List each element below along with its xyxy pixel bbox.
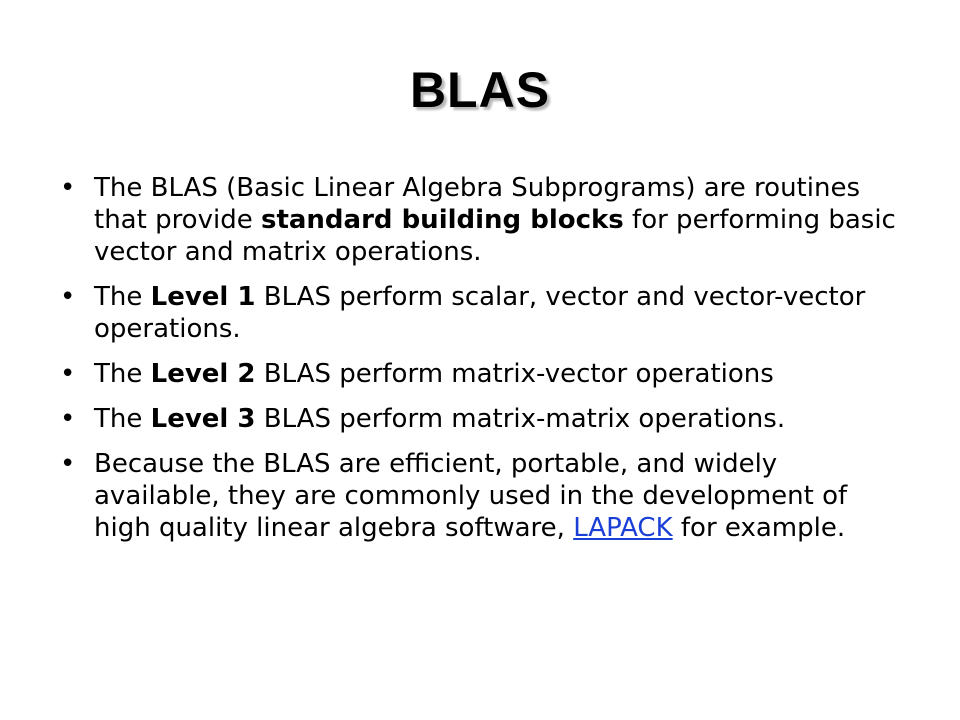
bullet-bold-text: Level 2 (150, 359, 256, 389)
bullet-text: for example. (672, 513, 846, 543)
bullet-icon: • (60, 404, 76, 434)
bullet-text: Because the BLAS are efficient, portable, and widely available, they are commonly used in the development of high quality linear algebra software, (94, 449, 848, 543)
bullet-bold-text: Level 3 (150, 404, 256, 434)
bullet-list (60, 172, 910, 557)
bullet-item-4 (60, 403, 910, 435)
bullet-icon: • (60, 449, 76, 479)
bullet-text: BLAS perform scalar, vector and vector-vector operations. (94, 282, 866, 344)
bullet-icon: • (60, 173, 76, 203)
slide-title: BLAS (409, 62, 551, 118)
bullet-bold-text: Level 1 (150, 282, 256, 312)
bullet-text: The (94, 404, 151, 434)
lapack-link[interactable]: LAPACK (573, 513, 673, 543)
bullet-text: BLAS perform matrix-matrix operations. (255, 404, 786, 434)
bullet-text: BLAS perform matrix-vector operations (255, 359, 774, 389)
bullet-icon: • (60, 282, 76, 312)
bullet-text: The (94, 282, 151, 312)
bullet-bold-text: standard building blocks (260, 205, 624, 235)
bullet-text: The BLAS (Basic Linear Algebra Subprograms) are routines that provide (94, 173, 860, 235)
bullet-item-3 (60, 358, 910, 390)
bullet-item-5 (60, 448, 910, 544)
bullet-icon: • (60, 359, 76, 389)
bullet-item-1 (60, 172, 910, 268)
bullet-text: The (94, 359, 151, 389)
bullet-text: for performing basic vector and matrix operations. (94, 205, 896, 267)
bullet-item-2 (60, 281, 910, 345)
